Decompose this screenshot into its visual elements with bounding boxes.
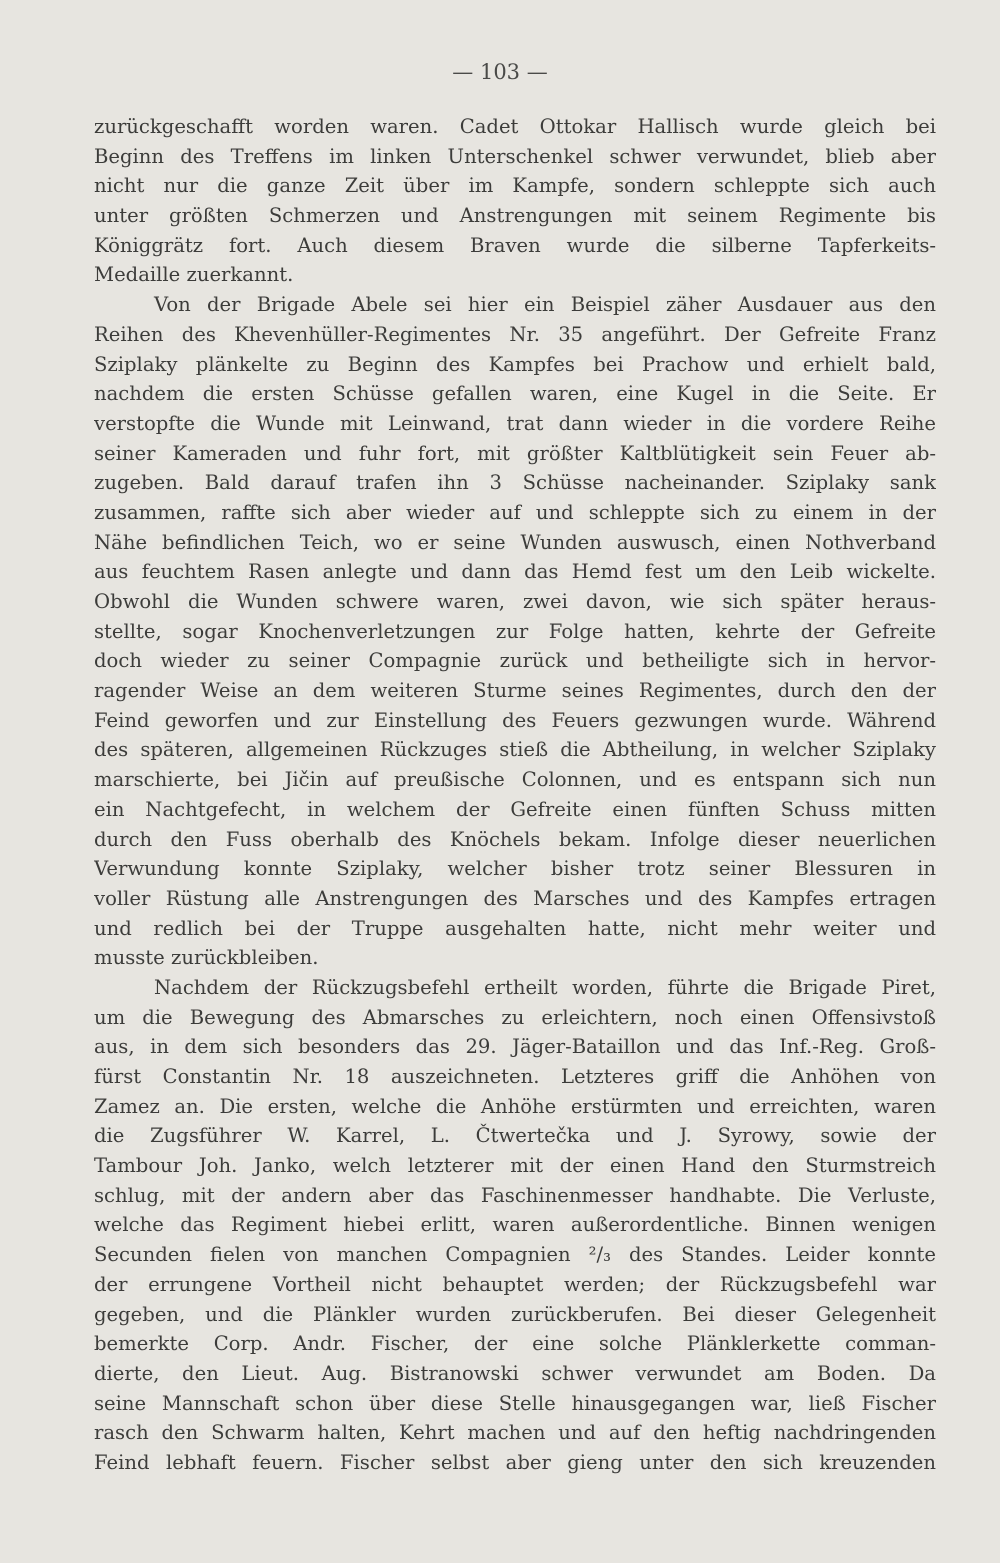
text-line: die Zugsführer W. Karrel, L. Čtwertečka und J. Syrowy, sowie der xyxy=(94,1124,936,1148)
text-line: musste zurückbleiben. xyxy=(94,946,319,970)
text-line: durch den Fuss oberhalb des Knöchels bekam. Infolge dieser neuerlichen xyxy=(94,827,936,851)
text-line: Verwundung konnte Sziplaky, welcher bisher trotz seiner Blessuren in xyxy=(94,857,936,881)
text-line: aus feuchtem Rasen anlegte und dann das Hemd fest um den Leib wickelte. xyxy=(94,560,936,584)
text-line: unter größten Schmerzen und Anstrengungen mit seinem Regimente bis xyxy=(94,204,936,228)
text-line: ein Nachtgefecht, in welchem der Gefreite einen fünften Schuss mitten xyxy=(94,797,936,821)
text-line: voller Rüstung alle Anstrengungen des Marsches und des Kampfes ertragen xyxy=(94,886,936,910)
text-line: doch wieder zu seiner Compagnie zurück und betheiligte sich in hervor- xyxy=(94,649,936,673)
text-line: Sziplaky plänkelte zu Beginn des Kampfes bei Prachow und erhielt bald, xyxy=(94,352,936,376)
text-line: des späteren, allgemeinen Rückzuges stieß die Abtheilung, in welcher Sziplaky xyxy=(94,738,936,762)
text-line: nachdem die ersten Schüsse gefallen waren, eine Kugel in die Seite. Er xyxy=(94,382,936,406)
text-line: schlug, mit der andern aber das Faschinenmesser handhabte. Die Verluste, xyxy=(94,1183,936,1207)
text-line: dierte, den Lieut. Aug. Bistranowski schwer verwundet am Boden. Da xyxy=(94,1361,936,1385)
text-line: Feind geworfen und zur Einstellung des Feuers gezwungen wurde. Während xyxy=(94,708,936,732)
text-line: Zamez an. Die ersten, welche die Anhöhe erstürmten und erreichten, waren xyxy=(94,1094,936,1118)
text-line: um die Bewegung des Abmarsches zu erleichtern, noch einen Offensivstoß xyxy=(94,1005,936,1029)
text-line: zugeben. Bald darauf trafen ihn 3 Schüsse nacheinander. Sziplaky sank xyxy=(94,471,936,495)
text-line: Reihen des Khevenhüller-Regimentes Nr. 35 angeführt. Der Gefreite Franz xyxy=(94,322,936,346)
text-line: seiner Kameraden und fuhr fort, mit größter Kaltblütigkeit sein Feuer ab- xyxy=(94,441,936,465)
text-line: und redlich bei der Truppe ausgehalten hatte, nicht mehr weiter und xyxy=(94,916,936,940)
text-line: Secunden fielen von manchen Compagnien ²/₃ des Standes. Leider konnte xyxy=(94,1243,936,1267)
text-line: ragender Weise an dem weiteren Sturme seines Regimentes, durch den der xyxy=(94,679,936,703)
text-line: Nachdem der Rückzugsbefehl ertheilt worden, führte die Brigade Piret, xyxy=(154,975,936,999)
text-line: stellte, sogar Knochenverletzungen zur Folge hatten, kehrte der Gefreite xyxy=(94,619,936,643)
text-line: Beginn des Treffens im linken Unterschenkel schwer verwundet, blieb aber xyxy=(94,144,936,168)
text-line: welche das Regiment hiebei erlitt, waren außerordentliche. Binnen wenigen xyxy=(94,1213,936,1237)
text-line: nicht nur die ganze Zeit über im Kampfe, sondern schleppte sich auch xyxy=(94,174,936,198)
text-line: verstopfte die Wunde mit Leinwand, trat dann wieder in die vordere Reihe xyxy=(94,411,936,435)
text-line: bemerkte Corp. Andr. Fischer, der eine solche Plänklerkette comman- xyxy=(94,1332,936,1356)
text-line: Feind lebhaft feuern. Fischer selbst aber gieng unter den sich kreuzenden xyxy=(94,1450,936,1474)
text-line: fürst Constantin Nr. 18 auszeichneten. Letzteres griff die Anhöhen von xyxy=(94,1065,936,1088)
text-line: Nähe befindlichen Teich, wo er seine Wunden auswusch, einen Nothverband xyxy=(94,530,936,554)
text-line: der errungene Vortheil nicht behauptet werden; der Rückzugsbefehl war xyxy=(94,1272,936,1296)
text-line: seine Mannschaft schon über diese Stelle hinausgegangen war, ließ Fischer xyxy=(94,1391,936,1415)
text-line: Medaille zuerkannt. xyxy=(94,263,294,287)
text-line: zurückgeschafft worden waren. Cadet Ottokar Hallisch wurde gleich bei xyxy=(94,115,936,138)
text-line: aus, in dem sich besonders das 29. Jäger-Bataillon und das Inf.-Reg. Groß- xyxy=(94,1035,936,1059)
text-line: marschierte, bei Jičin auf preußische Colonnen, und es entspann sich nun xyxy=(94,768,936,792)
page-number: — 103 — xyxy=(452,60,548,84)
text-line: Obwohl die Wunden schwere waren, zwei davon, wie sich später heraus- xyxy=(94,590,936,613)
text-line: Königgrätz fort. Auch diesem Braven wurde die silberne Tapferkeits- xyxy=(94,233,936,257)
text-line: gegeben, und die Plänkler wurden zurückberufen. Bei dieser Gelegenheit xyxy=(94,1302,936,1326)
text-line: Von der Brigade Abele sei hier ein Beispiel zäher Ausdauer aus den xyxy=(154,293,936,317)
text-line: rasch den Schwarm halten, Kehrt machen und auf den heftig nachdringenden xyxy=(94,1421,936,1445)
text-line: Tambour Joh. Janko, welch letzterer mit der einen Hand den Sturmstreich xyxy=(94,1154,936,1178)
body-text xyxy=(94,112,936,1478)
text-line: zusammen, raffte sich aber wieder auf und schleppte sich zu einem in der xyxy=(94,500,936,524)
